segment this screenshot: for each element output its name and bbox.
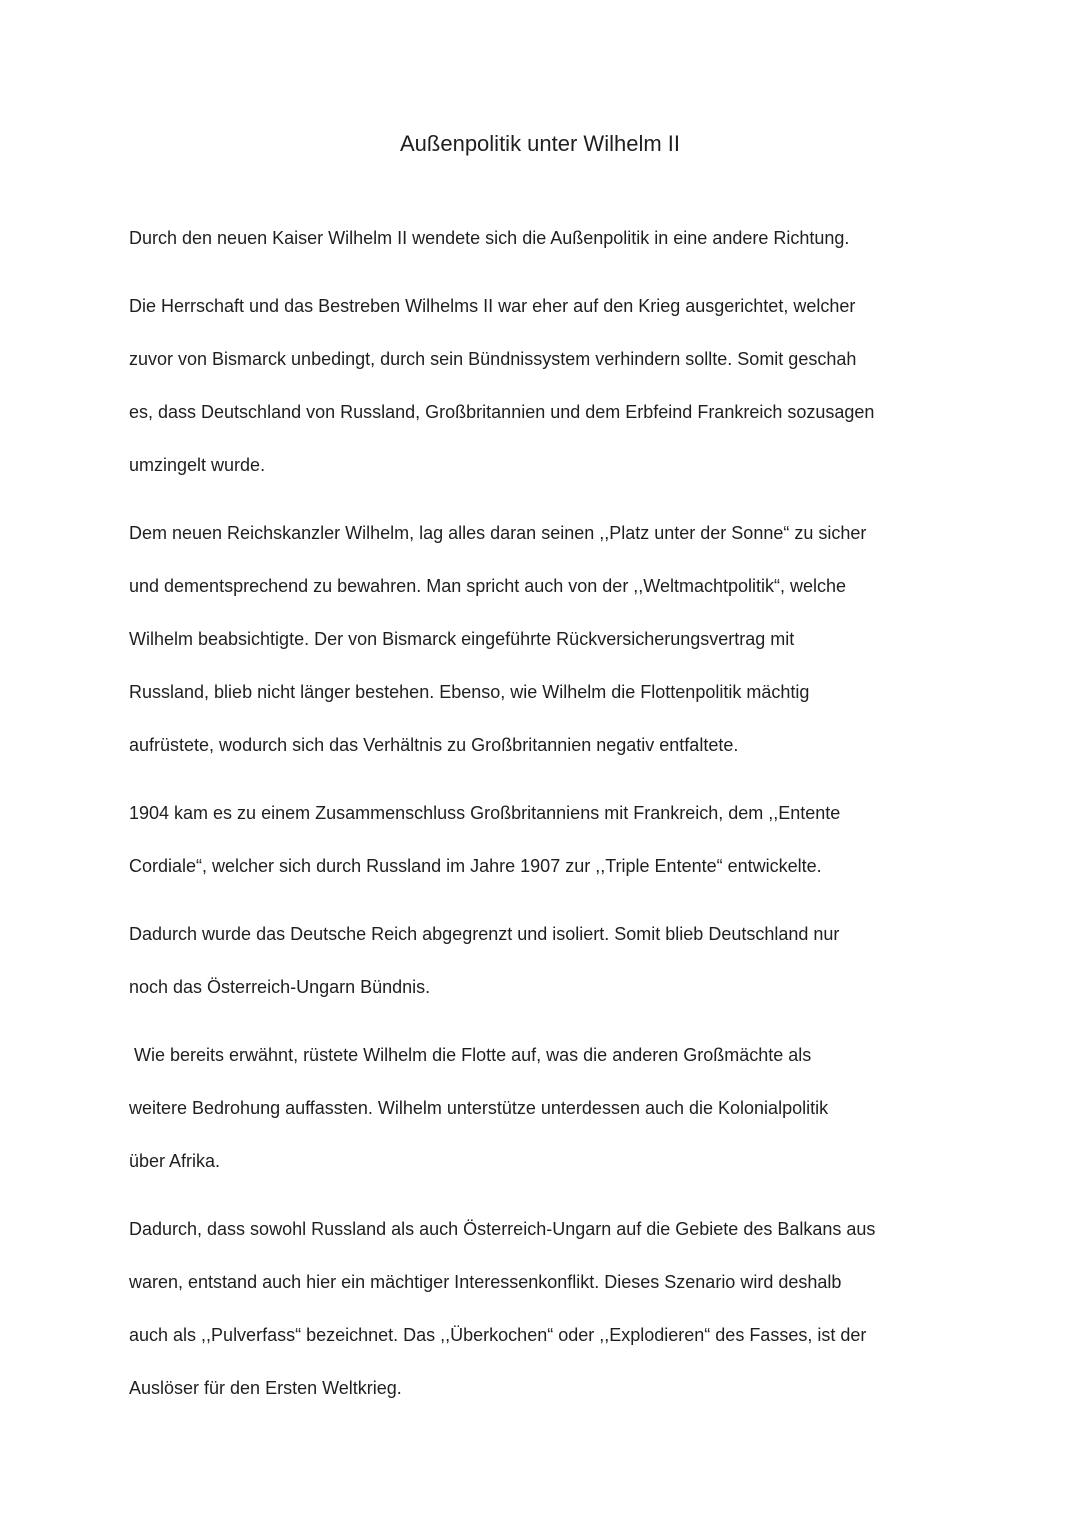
text-line-14: noch das Österreich-Ungarn Bündnis. [129,977,431,997]
text-line-20: auch als ,,Pulverfass“ bezeichnet. Das ,,Überkochen“ oder ,,Explodieren“ des Fasses, ist der [129,1325,867,1345]
text-line-10: aufrüstete, wodurch sich das Verhältnis zu Großbritannien negativ entfaltete. [129,735,739,755]
text-line-13: Dadurch wurde das Deutsche Reich abgegrenzt und isoliert. Somit blieb Deutschland nur [129,924,840,944]
text-line-2: Die Herrschaft und das Bestreben Wilhelms II war eher auf den Krieg ausgerichtet, welcher [129,296,856,316]
text-line-7: und dementsprechend zu bewahren. Man spricht auch von der ,,Weltmachtpolitik“, welche [129,576,847,596]
text-line-5: umzingelt wurde. [129,455,266,475]
text-line-17: über Afrika. [129,1151,221,1171]
text-line-16: weitere Bedrohung auffassten. Wilhelm unterstütze unterdessen auch die Kolonialpolitik [129,1098,829,1118]
text-line-8: Wilhelm beabsichtigte. Der von Bismarck eingeführte Rückversicherungsvertrag mit [129,629,795,649]
text-line-18: Dadurch, dass sowohl Russland als auch Österreich-Ungarn auf die Gebiete des Balkans aus [129,1219,876,1239]
text-line-3: zuvor von Bismarck unbedingt, durch sein Bündnissystem verhindern sollte. Somit geschah [129,349,857,369]
text-line-15: Wie bereits erwähnt, rüstete Wilhelm die Flotte auf, was die anderen Großmächte als [129,1045,812,1065]
text-line-19: waren, entstand auch hier ein mächtiger Interessenkonflikt. Dieses Szenario wird deshalb [129,1272,842,1292]
text-line-9: Russland, blieb nicht länger bestehen. Ebenso, wie Wilhelm die Flottenpolitik mächtig [129,682,810,702]
text-line-11: 1904 kam es zu einem Zusammenschluss Großbritanniens mit Frankreich, dem ,,Entente [129,803,841,823]
text-line-12: Cordiale“, welcher sich durch Russland im Jahre 1907 zur ,,Triple Entente“ entwickelte. [129,856,822,876]
text-line-6: Dem neuen Reichskanzler Wilhelm, lag alles daran seinen ,,Platz unter der Sonne“ zu sicher [129,523,867,543]
text-line-21: Auslöser für den Ersten Weltkrieg. [129,1378,402,1398]
document-title: Außenpolitik unter Wilhelm II [400,131,680,156]
text-line-1: Durch den neuen Kaiser Wilhelm II wendete sich die Außenpolitik in eine andere Richtung. [129,228,850,248]
text-line-4: es, dass Deutschland von Russland, Großbritannien und dem Erbfeind Frankreich sozusagen [129,402,875,422]
